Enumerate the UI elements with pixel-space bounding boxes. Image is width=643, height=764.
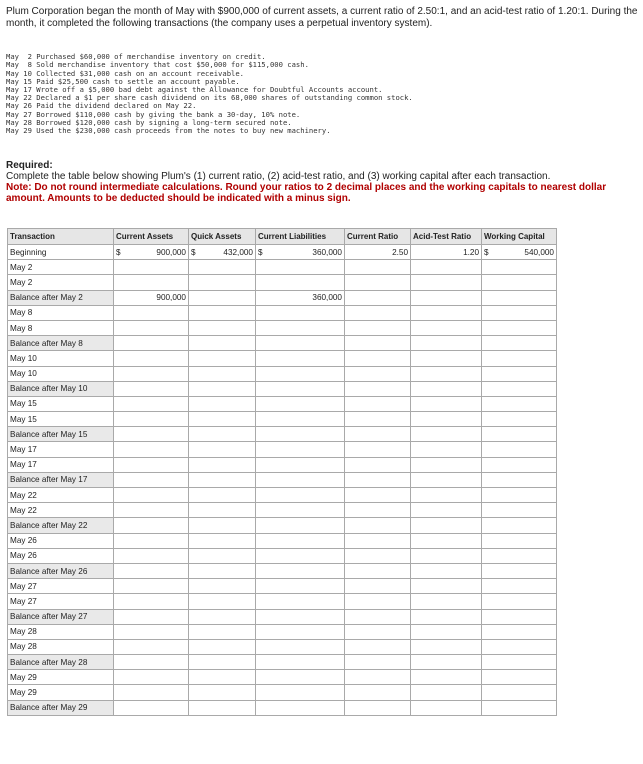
current-assets-cell[interactable]	[114, 381, 189, 396]
transaction-line: May 17 Wrote off a $5,000 bad debt against the Allowance for Doubtful Accounts account.	[6, 85, 383, 95]
acid-test-ratio-cell[interactable]	[411, 670, 482, 685]
transaction-line: May 28 Borrowed $120,000 cash by signing a long-term secured note.	[6, 117, 292, 127]
current-assets-cell[interactable]	[114, 503, 189, 518]
acid-test-ratio-cell[interactable]	[411, 639, 482, 654]
table-row	[8, 260, 557, 275]
current-ratio-cell[interactable]	[345, 351, 411, 366]
acid-test-ratio-cell[interactable]	[411, 685, 482, 700]
row-label: May 28	[8, 639, 114, 654]
current-liabilities-value: 360,000	[312, 293, 342, 303]
current-liabilities-cell[interactable]	[256, 320, 345, 335]
working-capital-cell[interactable]	[482, 609, 557, 624]
transaction-line: May 15 Paid $25,500 cash to settle an account payable.	[6, 76, 240, 86]
current-liabilities-cell[interactable]	[256, 670, 345, 685]
row-label: Beginning	[8, 245, 114, 260]
acid-test-ratio-cell[interactable]	[411, 412, 482, 427]
acid-test-ratio-cell[interactable]	[411, 548, 482, 563]
quick-assets-value: 432,000	[223, 247, 253, 257]
working-capital-cell[interactable]	[482, 685, 557, 700]
current-assets-cell[interactable]	[114, 655, 189, 670]
table-row	[8, 320, 557, 335]
table-row	[8, 685, 557, 700]
quick-assets-cell[interactable]	[189, 548, 256, 563]
current-ratio-cell[interactable]	[345, 412, 411, 427]
current-liabilities-cell[interactable]	[256, 624, 345, 639]
table-row	[8, 336, 557, 351]
acid-test-ratio-cell[interactable]	[411, 260, 482, 275]
row-label: May 27	[8, 594, 114, 609]
row-label: May 22	[8, 488, 114, 503]
quick-assets-cell[interactable]	[189, 488, 256, 503]
header-current-liabilities: Current Liabilities	[256, 229, 345, 245]
current-ratio-cell[interactable]	[345, 366, 411, 381]
acid-test-ratio-cell[interactable]	[411, 396, 482, 411]
current-assets-cell[interactable]	[114, 442, 189, 457]
currency-symbol: $	[484, 247, 489, 257]
row-label: May 10	[8, 351, 114, 366]
current-ratio-cell[interactable]	[345, 548, 411, 563]
current-liabilities-cell[interactable]	[256, 245, 345, 260]
quick-assets-cell[interactable]	[189, 381, 256, 396]
current-assets-cell[interactable]	[114, 320, 189, 335]
current-ratio-cell[interactable]	[345, 639, 411, 654]
header-current-ratio: Current Ratio	[345, 229, 411, 245]
working-capital-cell[interactable]	[482, 670, 557, 685]
header-acid-test-ratio: Acid-Test Ratio	[411, 229, 482, 245]
quick-assets-cell[interactable]	[189, 366, 256, 381]
acid-test-ratio-cell[interactable]	[411, 624, 482, 639]
current-assets-cell[interactable]	[114, 609, 189, 624]
current-ratio-cell[interactable]	[345, 396, 411, 411]
current-assets-cell[interactable]	[114, 336, 189, 351]
currency-symbol: $	[116, 247, 121, 257]
working-capital-cell[interactable]	[482, 639, 557, 654]
table-row	[8, 245, 557, 260]
acid-test-ratio-cell[interactable]	[411, 700, 482, 715]
current-assets-cell[interactable]	[114, 245, 189, 260]
current-ratio-cell[interactable]	[345, 579, 411, 594]
acid-test-ratio-cell[interactable]	[411, 503, 482, 518]
table-row	[8, 503, 557, 518]
current-ratio-cell[interactable]	[345, 275, 411, 290]
working-capital-cell[interactable]	[482, 275, 557, 290]
table-row	[8, 351, 557, 366]
current-ratio-cell[interactable]	[345, 533, 411, 548]
current-liabilities-cell[interactable]	[256, 655, 345, 670]
table-row	[8, 275, 557, 290]
current-liabilities-cell[interactable]	[256, 396, 345, 411]
row-label: May 10	[8, 366, 114, 381]
current-ratio-cell[interactable]	[345, 700, 411, 715]
current-assets-cell[interactable]	[114, 396, 189, 411]
quick-assets-cell[interactable]	[189, 533, 256, 548]
row-label: Balance after May 17	[8, 472, 114, 487]
row-label: May 2	[8, 260, 114, 275]
current-assets-cell[interactable]	[114, 488, 189, 503]
header-current-assets: Current Assets	[114, 229, 189, 245]
transaction-line: May 27 Borrowed $110,000 cash by giving the bank a 30-day, 10% note.	[6, 109, 301, 119]
table-row	[8, 488, 557, 503]
acid-test-ratio-cell[interactable]	[411, 245, 482, 260]
transaction-list	[6, 45, 413, 143]
acid-test-ratio-cell[interactable]	[411, 609, 482, 624]
table-row	[8, 442, 557, 457]
table-row	[8, 700, 557, 715]
table-row	[8, 639, 557, 654]
table-row	[8, 624, 557, 639]
row-label: May 15	[8, 396, 114, 411]
table-row	[8, 472, 557, 487]
row-label: May 29	[8, 685, 114, 700]
current-liabilities-cell[interactable]	[256, 427, 345, 442]
header-quick-assets: Quick Assets	[189, 229, 256, 245]
row-label: May 8	[8, 305, 114, 320]
acid-test-ratio-cell[interactable]	[411, 518, 482, 533]
currency-symbol: $	[191, 247, 196, 257]
row-label: Balance after May 26	[8, 563, 114, 578]
current-assets-cell[interactable]	[114, 624, 189, 639]
current-assets-cell[interactable]	[114, 290, 189, 305]
current-liabilities-cell[interactable]	[256, 336, 345, 351]
current-liabilities-cell[interactable]	[256, 594, 345, 609]
quick-assets-cell[interactable]	[189, 245, 256, 260]
transaction-line: May 22 Declared a $1 per share cash dividend on its 68,000 shares of outstanding common stock.	[6, 93, 413, 103]
row-label: May 8	[8, 320, 114, 335]
current-liabilities-cell[interactable]	[256, 412, 345, 427]
current-liabilities-cell[interactable]	[256, 548, 345, 563]
working-capital-cell[interactable]	[482, 579, 557, 594]
row-label: May 26	[8, 533, 114, 548]
quick-assets-cell[interactable]	[189, 639, 256, 654]
acid-test-ratio-cell[interactable]	[411, 594, 482, 609]
quick-assets-cell[interactable]	[189, 320, 256, 335]
required-section	[6, 160, 638, 204]
row-label: May 17	[8, 457, 114, 472]
current-ratio-cell[interactable]	[345, 563, 411, 578]
current-assets-cell[interactable]	[114, 366, 189, 381]
row-label: Balance after May 10	[8, 381, 114, 396]
working-capital-cell[interactable]	[482, 594, 557, 609]
working-capital-cell[interactable]	[482, 548, 557, 563]
table-row	[8, 381, 557, 396]
acid-test-ratio-cell[interactable]	[411, 457, 482, 472]
working-capital-cell[interactable]	[482, 290, 557, 305]
current-ratio-cell[interactable]	[345, 457, 411, 472]
current-ratio-cell[interactable]	[345, 472, 411, 487]
table-row	[8, 594, 557, 609]
current-ratio-cell[interactable]	[345, 594, 411, 609]
quick-assets-cell[interactable]	[189, 503, 256, 518]
current-liabilities-cell[interactable]	[256, 488, 345, 503]
working-capital-cell[interactable]	[482, 700, 557, 715]
working-capital-cell[interactable]	[482, 533, 557, 548]
current-assets-cell[interactable]	[114, 579, 189, 594]
row-label: Balance after May 22	[8, 518, 114, 533]
current-assets-cell[interactable]	[114, 260, 189, 275]
current-ratio-cell[interactable]	[345, 609, 411, 624]
table-row	[8, 655, 557, 670]
current-liabilities-cell[interactable]	[256, 457, 345, 472]
table-row	[8, 533, 557, 548]
working-capital-cell[interactable]	[482, 563, 557, 578]
problem-intro: Plum Corporation began the month of May with $900,000 of current assets, a current ratio of 2.50:1, and an acid-test ratio of 1.20:1. During the month, it completed the following transactions (the company uses a perpetual inventory system).	[6, 6, 638, 29]
acid-test-ratio-cell[interactable]	[411, 427, 482, 442]
working-capital-cell[interactable]	[482, 366, 557, 381]
current-ratio-cell[interactable]	[345, 245, 411, 260]
current-assets-cell[interactable]	[114, 457, 189, 472]
quick-assets-cell[interactable]	[189, 396, 256, 411]
acid-test-ratio-cell[interactable]	[411, 320, 482, 335]
current-assets-cell[interactable]	[114, 351, 189, 366]
current-liabilities-cell[interactable]	[256, 366, 345, 381]
table-header-row	[8, 229, 557, 245]
current-liabilities-cell[interactable]	[256, 518, 345, 533]
acid-test-ratio-cell[interactable]	[411, 533, 482, 548]
table-row	[8, 609, 557, 624]
current-ratio-cell[interactable]	[345, 655, 411, 670]
row-label: May 29	[8, 670, 114, 685]
current-liabilities-cell[interactable]	[256, 533, 345, 548]
working-capital-cell[interactable]	[482, 503, 557, 518]
working-capital-cell[interactable]	[482, 488, 557, 503]
current-assets-cell[interactable]	[114, 518, 189, 533]
current-ratio-cell[interactable]	[345, 518, 411, 533]
working-capital-cell[interactable]	[482, 472, 557, 487]
quick-assets-cell[interactable]	[189, 336, 256, 351]
quick-assets-cell[interactable]	[189, 442, 256, 457]
current-liabilities-value: 360,000	[312, 247, 342, 257]
current-assets-cell[interactable]	[114, 685, 189, 700]
acid-test-ratio-cell[interactable]	[411, 351, 482, 366]
transaction-line: May 26 Paid the dividend declared on May 22.	[6, 101, 197, 111]
current-ratio-cell[interactable]	[345, 624, 411, 639]
row-label: May 28	[8, 624, 114, 639]
working-capital-cell[interactable]	[482, 260, 557, 275]
current-ratio-cell[interactable]	[345, 336, 411, 351]
current-assets-cell[interactable]	[114, 427, 189, 442]
currency-symbol: $	[258, 247, 263, 257]
current-ratio-cell[interactable]	[345, 290, 411, 305]
table-row	[8, 366, 557, 381]
current-ratio-cell[interactable]	[345, 320, 411, 335]
current-assets-cell[interactable]	[114, 533, 189, 548]
current-assets-cell[interactable]	[114, 563, 189, 578]
current-assets-cell[interactable]	[114, 548, 189, 563]
current-liabilities-cell[interactable]	[256, 260, 345, 275]
current-liabilities-cell[interactable]	[256, 290, 345, 305]
acid-test-ratio-cell[interactable]	[411, 290, 482, 305]
working-capital-cell[interactable]	[482, 624, 557, 639]
working-capital-cell[interactable]	[482, 245, 557, 260]
current-ratio-value: 2.50	[392, 247, 408, 257]
transaction-line: May 8 Sold merchandise inventory that cost $50,000 for $115,000 cash.	[6, 60, 309, 70]
current-liabilities-cell[interactable]	[256, 639, 345, 654]
table-row	[8, 518, 557, 533]
row-label: May 2	[8, 275, 114, 290]
working-capital-cell[interactable]	[482, 518, 557, 533]
current-assets-cell[interactable]	[114, 472, 189, 487]
current-assets-cell[interactable]	[114, 412, 189, 427]
row-label: Balance after May 27	[8, 609, 114, 624]
acid-test-ratio-cell[interactable]	[411, 275, 482, 290]
acid-test-ratio-cell[interactable]	[411, 336, 482, 351]
row-label: May 27	[8, 579, 114, 594]
quick-assets-cell[interactable]	[189, 624, 256, 639]
current-liabilities-cell[interactable]	[256, 685, 345, 700]
current-assets-value: 900,000	[156, 247, 186, 257]
quick-assets-cell[interactable]	[189, 412, 256, 427]
quick-assets-cell[interactable]	[189, 518, 256, 533]
current-assets-cell[interactable]	[114, 700, 189, 715]
row-label: Balance after May 29	[8, 700, 114, 715]
quick-assets-cell[interactable]	[189, 670, 256, 685]
quick-assets-cell[interactable]	[189, 594, 256, 609]
transaction-line: May 2 Purchased $60,000 of merchandise inventory on credit.	[6, 52, 266, 62]
quick-assets-cell[interactable]	[189, 655, 256, 670]
current-liabilities-cell[interactable]	[256, 275, 345, 290]
working-capital-cell[interactable]	[482, 320, 557, 335]
working-capital-cell[interactable]	[482, 655, 557, 670]
current-ratio-cell[interactable]	[345, 381, 411, 396]
table-row	[8, 412, 557, 427]
quick-assets-cell[interactable]	[189, 427, 256, 442]
current-liabilities-cell[interactable]	[256, 351, 345, 366]
working-capital-cell[interactable]	[482, 442, 557, 457]
acid-test-ratio-cell[interactable]	[411, 442, 482, 457]
working-capital-cell[interactable]	[482, 336, 557, 351]
current-ratio-cell[interactable]	[345, 442, 411, 457]
current-ratio-cell[interactable]	[345, 503, 411, 518]
working-capital-cell[interactable]	[482, 427, 557, 442]
current-ratio-cell[interactable]	[345, 427, 411, 442]
acid-test-ratio-cell[interactable]	[411, 563, 482, 578]
quick-assets-cell[interactable]	[189, 472, 256, 487]
header-working-capital: Working Capital	[482, 229, 557, 245]
current-liabilities-cell[interactable]	[256, 579, 345, 594]
working-capital-cell[interactable]	[482, 381, 557, 396]
quick-assets-cell[interactable]	[189, 563, 256, 578]
acid-test-ratio-cell[interactable]	[411, 579, 482, 594]
row-label: Balance after May 2	[8, 290, 114, 305]
transaction-line: May 10 Collected $31,000 cash on an account receivable.	[6, 68, 244, 78]
table-row	[8, 427, 557, 442]
current-assets-cell[interactable]	[114, 594, 189, 609]
current-assets-value: 900,000	[156, 293, 186, 303]
current-liabilities-cell[interactable]	[256, 442, 345, 457]
working-capital-cell[interactable]	[482, 412, 557, 427]
quick-assets-cell[interactable]	[189, 685, 256, 700]
current-liabilities-cell[interactable]	[256, 503, 345, 518]
working-capital-cell[interactable]	[482, 457, 557, 472]
table-row	[8, 290, 557, 305]
row-label: Balance after May 8	[8, 336, 114, 351]
current-liabilities-cell[interactable]	[256, 700, 345, 715]
acid-test-ratio-cell[interactable]	[411, 488, 482, 503]
ratio-table	[7, 228, 557, 716]
header-transaction: Transaction	[8, 229, 114, 245]
row-label: May 26	[8, 548, 114, 563]
current-liabilities-cell[interactable]	[256, 609, 345, 624]
transaction-line: May 29 Used the $230,000 cash proceeds from the notes to buy new machinery.	[6, 126, 331, 136]
current-ratio-cell[interactable]	[345, 488, 411, 503]
table-row	[8, 457, 557, 472]
current-ratio-cell[interactable]	[345, 305, 411, 320]
required-instruction: Complete the table below showing Plum's (1) current ratio, (2) acid-test ratio, and (3) working capital after each transaction.	[6, 171, 551, 182]
acid-test-ratio-cell[interactable]	[411, 305, 482, 320]
current-ratio-cell[interactable]	[345, 685, 411, 700]
acid-test-ratio-cell[interactable]	[411, 655, 482, 670]
row-label: May 15	[8, 412, 114, 427]
quick-assets-cell[interactable]	[189, 351, 256, 366]
quick-assets-cell[interactable]	[189, 609, 256, 624]
table-row	[8, 563, 557, 578]
current-assets-cell[interactable]	[114, 275, 189, 290]
working-capital-cell[interactable]	[482, 351, 557, 366]
row-label: May 22	[8, 503, 114, 518]
row-label: May 17	[8, 442, 114, 457]
quick-assets-cell[interactable]	[189, 457, 256, 472]
quick-assets-cell[interactable]	[189, 260, 256, 275]
table-row	[8, 396, 557, 411]
table-row	[8, 670, 557, 685]
working-capital-cell[interactable]	[482, 396, 557, 411]
quick-assets-cell[interactable]	[189, 275, 256, 290]
required-heading: Required:	[6, 160, 53, 171]
acid-test-ratio-value: 1.20	[463, 247, 479, 257]
acid-test-ratio-cell[interactable]	[411, 472, 482, 487]
table-row	[8, 305, 557, 320]
current-assets-cell[interactable]	[114, 639, 189, 654]
quick-assets-cell[interactable]	[189, 700, 256, 715]
current-liabilities-cell[interactable]	[256, 472, 345, 487]
required-note: Note: Do not round intermediate calculations. Round your ratios to 2 decimal places and the working capitals to nearest dollar amount. Amounts to be deducted should be indicated with a minus sign.	[6, 182, 607, 204]
quick-assets-cell[interactable]	[189, 305, 256, 320]
working-capital-cell[interactable]	[482, 305, 557, 320]
current-liabilities-cell[interactable]	[256, 305, 345, 320]
acid-test-ratio-cell[interactable]	[411, 381, 482, 396]
quick-assets-cell[interactable]	[189, 579, 256, 594]
working-capital-value: 540,000	[524, 247, 554, 257]
current-ratio-cell[interactable]	[345, 670, 411, 685]
table-row	[8, 548, 557, 563]
row-label: Balance after May 15	[8, 427, 114, 442]
current-ratio-cell[interactable]	[345, 260, 411, 275]
current-liabilities-cell[interactable]	[256, 563, 345, 578]
table-row	[8, 579, 557, 594]
quick-assets-cell[interactable]	[189, 290, 256, 305]
current-assets-cell[interactable]	[114, 670, 189, 685]
current-liabilities-cell[interactable]	[256, 381, 345, 396]
acid-test-ratio-cell[interactable]	[411, 366, 482, 381]
current-assets-cell[interactable]	[114, 305, 189, 320]
row-label: Balance after May 28	[8, 655, 114, 670]
